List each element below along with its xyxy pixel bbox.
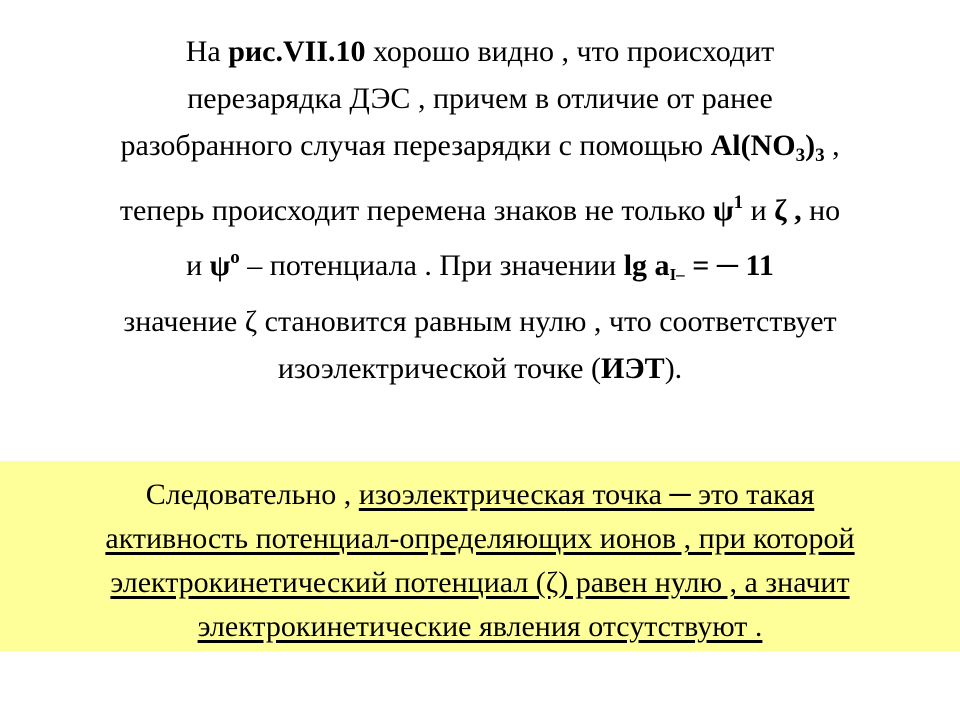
- paragraph-line-4: [20, 179, 940, 234]
- iodide-subscript: I–: [669, 265, 685, 284]
- psi-superscript: 1: [733, 192, 744, 213]
- text-span: изоэлектрической точке (: [277, 352, 601, 385]
- psi-glyph: ψ: [209, 249, 231, 282]
- psi0-symbol: [210, 249, 240, 282]
- formula-part: Al(NO: [710, 129, 796, 162]
- psi-glyph: ψ: [712, 194, 734, 227]
- main-paragraph: [20, 28, 940, 392]
- paragraph-line-2: перезарядка ДЭС , причем в отличие от ранее: [187, 82, 773, 115]
- paragraph-line-7: [20, 345, 940, 392]
- formula-subscript: 3: [815, 145, 825, 166]
- formula-subscript: 3: [795, 145, 806, 166]
- conclusion-line-3: электрокинетический потенциал (ζ) равен нулю , а значит: [110, 566, 850, 599]
- text-span: ,: [824, 129, 840, 162]
- text-span: ).: [664, 352, 683, 385]
- formula-part: ): [805, 129, 816, 162]
- conclusion-line-4: электрокинетические явления отсутствуют .: [197, 610, 763, 643]
- conclusion-line-1: [10, 473, 950, 517]
- text-span: хорошо видно , что происходит: [365, 35, 775, 68]
- lg-value: = ─ 11: [684, 249, 774, 282]
- text-span: и: [743, 194, 775, 227]
- conclusion-line-2: активность потенциал-определяющих ионов , при которой: [105, 522, 855, 555]
- text-span: Следовательно ,: [145, 478, 359, 511]
- lg-a-text: lg a: [623, 249, 670, 282]
- paragraph-line-5: [20, 234, 940, 298]
- formula-aluminium-nitrate: [710, 129, 825, 166]
- lg-activity-expression: [624, 249, 774, 282]
- figure-reference: рис.VII.10: [228, 35, 366, 68]
- conclusion-box: [0, 461, 960, 651]
- definition-underlined: изоэлектрическая точка ─ это такая: [358, 478, 815, 511]
- psi1-symbol: [713, 194, 743, 227]
- paragraph-line-1: [20, 28, 940, 75]
- text-span: но: [801, 194, 841, 227]
- psi-superscript: o: [230, 247, 240, 268]
- paragraph-line-6: значение ζ становится равным нулю , что соответствует: [123, 305, 837, 338]
- zeta-symbol: ζ ,: [774, 194, 802, 227]
- text-span: теперь происходит перемена знаков не только: [119, 194, 713, 227]
- text-span: На: [185, 35, 229, 68]
- text-span: и: [186, 249, 210, 282]
- conclusion-text: [10, 473, 950, 649]
- iep-abbreviation: ИЭТ: [600, 352, 665, 385]
- text-span: разобранного случая перезарядки с помощью: [120, 129, 711, 162]
- text-span: – потенциала . При значении: [239, 249, 624, 282]
- paragraph-line-3: [20, 122, 940, 179]
